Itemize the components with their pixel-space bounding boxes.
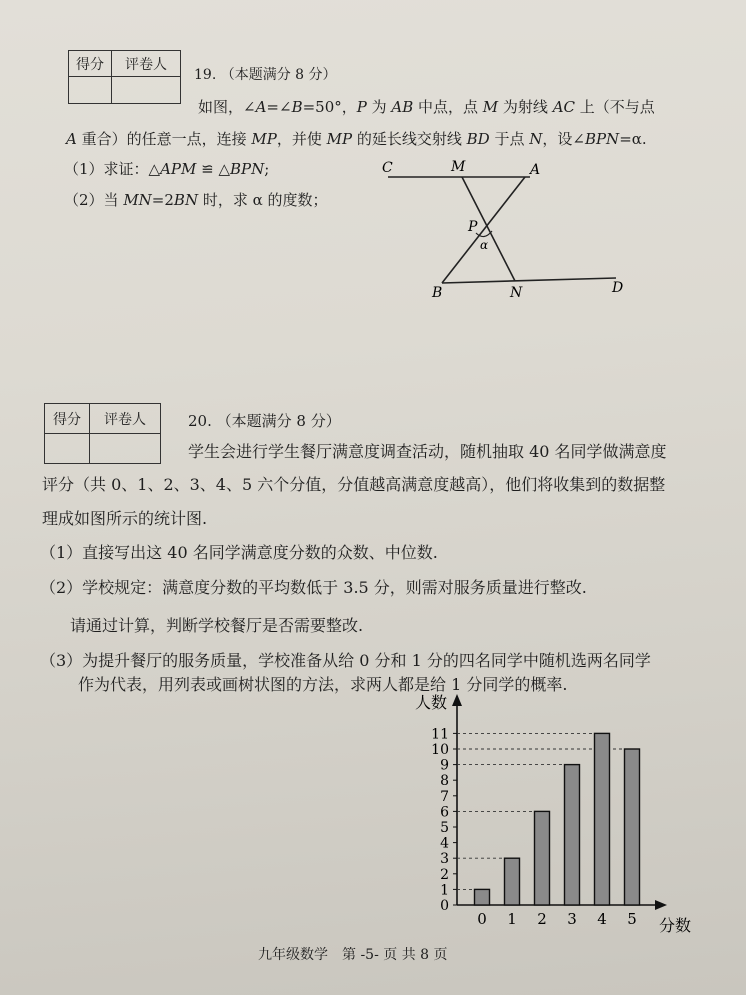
- y-tick-label: 8: [440, 773, 449, 790]
- x-axis-arrow: [655, 900, 667, 910]
- text: =2: [151, 191, 174, 209]
- bar-score-4: [595, 733, 610, 905]
- q20-stem-line1: 学生会进行学生餐厅满意度调查活动，随机抽取 40 名同学做满意度: [188, 442, 667, 461]
- x-axis-label: 分数: [659, 916, 692, 935]
- y-tick-label: 1: [440, 882, 449, 899]
- var: B: [291, 98, 303, 116]
- q20-header: [188, 414, 341, 429]
- x-tick-labels: [477, 910, 637, 928]
- x-tick-label: 2: [537, 910, 547, 928]
- var: MN: [123, 191, 152, 209]
- y-axis-label: 人数: [415, 693, 448, 712]
- label-d: D: [612, 280, 624, 296]
- segment-ab: [442, 177, 525, 283]
- bar-score-2: [535, 811, 550, 905]
- label-b: B: [432, 285, 443, 300]
- y-tick-label: 6: [440, 804, 449, 821]
- text: =∠: [266, 98, 292, 116]
- q19-points: （本题满分 8 分）: [220, 67, 337, 83]
- text: 中点，点: [413, 98, 483, 116]
- score-label: 得分: [69, 51, 112, 77]
- q19-stem-line1: [198, 100, 655, 115]
- text: （1）求证：△: [64, 160, 161, 178]
- bar-score-3: [565, 765, 580, 905]
- var: MP: [251, 130, 277, 148]
- q19-stem-line2: [66, 132, 647, 147]
- text: 于点: [489, 130, 530, 148]
- q19-geometry-figure: [380, 155, 630, 300]
- bars: [475, 733, 640, 905]
- label-alpha: α: [480, 238, 489, 252]
- grader-cell[interactable]: [90, 434, 161, 464]
- q19-part1: [64, 162, 269, 177]
- y-tick-labels: [431, 726, 457, 914]
- q20-stem-line2: 评分（共 0、1、2、3、4、5 六个分值，分值越高满意度越高），他们将收集到的数据整: [42, 475, 666, 494]
- text: =50°，: [302, 98, 357, 116]
- var: APM: [160, 160, 197, 178]
- var: A: [66, 130, 77, 148]
- q20-points: （本题满分 8 分）: [216, 412, 341, 430]
- var: BPN: [584, 130, 620, 148]
- y-tick-label: 10: [431, 742, 449, 758]
- var: BD: [466, 130, 490, 148]
- y-tick-label: 2: [440, 866, 449, 883]
- x-tick-label: 0: [477, 910, 487, 928]
- text: ，并使: [276, 130, 327, 148]
- y-axis-arrow: [452, 694, 462, 706]
- text: 的延长线交射线: [352, 130, 467, 148]
- score-box-q20: [44, 403, 161, 464]
- x-tick-label: 3: [567, 910, 577, 928]
- y-tick-label: 0: [440, 898, 449, 914]
- page-footer: 九年级数学 第 -5- 页 共 8 页: [258, 947, 448, 963]
- grader-label: 评卷人: [112, 51, 181, 77]
- y-tick-label: 9: [440, 757, 449, 774]
- q20-part2-instruction: 请通过计算，判断学校餐厅是否需要整改.: [70, 616, 364, 635]
- q20-number: 20.: [188, 412, 212, 430]
- var: BPN: [230, 160, 265, 178]
- var: M: [482, 98, 499, 116]
- satisfaction-bar-chart: [405, 690, 705, 940]
- y-tick-label: 5: [440, 820, 449, 836]
- text: 为射线: [498, 98, 553, 116]
- bar-score-1: [505, 858, 520, 905]
- label-c: C: [382, 160, 393, 176]
- text: 重合）的任意一点，连接: [76, 130, 252, 148]
- text: ，设∠: [542, 130, 585, 148]
- bar-score-5: [625, 749, 640, 905]
- y-tick-label: 3: [440, 851, 449, 868]
- score-label: 得分: [45, 404, 90, 434]
- q20-part3-line1: （3）为提升餐厅的服务质量，学校准备从给 0 分和 1 分的四名同学中随机选两名同学: [40, 651, 651, 670]
- bar-score-0: [475, 889, 490, 905]
- var: A: [255, 98, 267, 116]
- q20-part1: （1）直接写出这 40 名同学满意度分数的众数、中位数.: [40, 543, 438, 562]
- x-tick-label: 5: [627, 910, 637, 928]
- label-p: P: [468, 219, 478, 235]
- x-tick-label: 4: [597, 910, 607, 928]
- text: 上（不与点: [575, 98, 655, 116]
- label-n: N: [510, 285, 523, 300]
- var: AC: [552, 98, 576, 116]
- score-cell[interactable]: [69, 77, 112, 104]
- var: N: [529, 130, 543, 148]
- q20-part2: （2）学校规定：满意度分数的平均数低于 3.5 分，则需对服务质量进行整改.: [40, 578, 587, 597]
- y-tick-label: 4: [440, 835, 449, 852]
- label-m: M: [451, 159, 466, 175]
- q20-stem-line3: 理成如图所示的统计图.: [42, 509, 208, 528]
- q20-part3-line2: 作为代表，用列表或画树状图的方法，求两人都是给 1 分同学的概率.: [78, 675, 568, 694]
- score-box-q19: [68, 50, 181, 104]
- label-a: A: [530, 162, 541, 178]
- text: 为: [366, 98, 392, 116]
- y-tick-label: 7: [440, 788, 449, 805]
- q19-part2: [64, 193, 328, 208]
- q19-header: [194, 68, 337, 82]
- grader-label: 评卷人: [90, 404, 161, 434]
- y-tick-label: 11: [431, 726, 449, 743]
- var: BN: [173, 191, 199, 209]
- text: 时，求 α 的度数；: [198, 191, 328, 209]
- var: AB: [391, 98, 414, 116]
- text: =α.: [619, 130, 647, 148]
- score-cell[interactable]: [45, 434, 90, 464]
- var: P: [356, 98, 367, 116]
- x-tick-label: 1: [507, 910, 517, 928]
- grader-cell[interactable]: [112, 77, 181, 104]
- text: （2）当: [64, 191, 124, 209]
- text: ;: [264, 160, 270, 178]
- var: MP: [326, 130, 353, 148]
- text: 如图，∠: [198, 98, 256, 116]
- ray-bd: [442, 278, 616, 283]
- text: ≌ △: [196, 160, 231, 178]
- q19-number: 19.: [194, 67, 217, 83]
